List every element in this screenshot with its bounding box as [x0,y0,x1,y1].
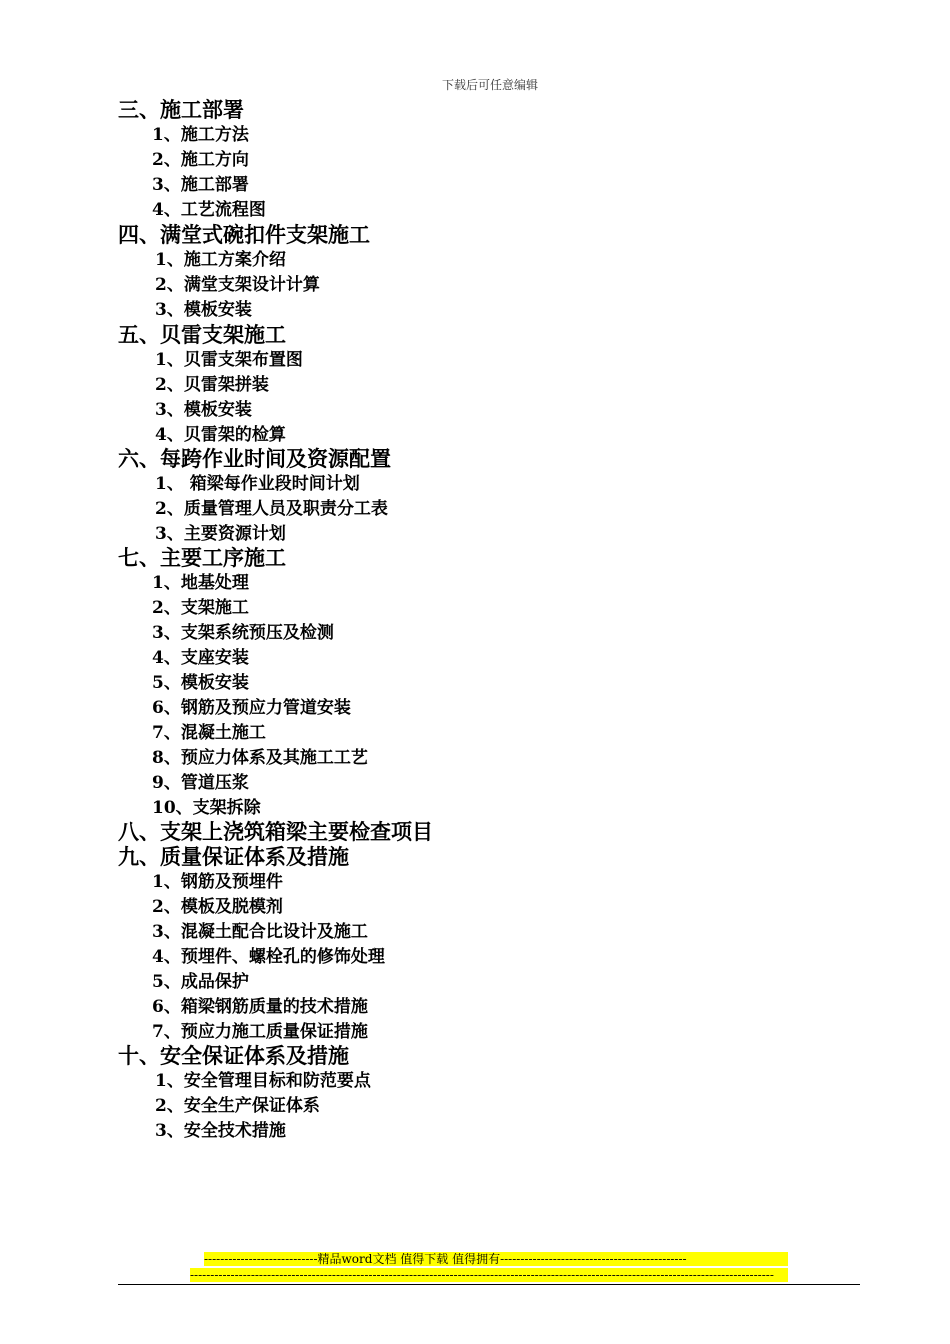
toc-item: 4、工艺流程图 [152,200,266,220]
toc-item: 9、管道压浆 [152,773,249,793]
toc-item: 2、支架施工 [152,598,249,618]
toc-item: 4、支座安装 [152,648,249,668]
section-heading: 四、满堂式碗扣件支架施工 [118,222,370,247]
header-note: 下载后可任意编辑 [441,78,538,92]
toc-item: 1、施工方法 [152,125,249,145]
toc-item: 1、安全管理目标和防范要点 [155,1071,371,1091]
toc-item: 3、安全技术措施 [155,1121,286,1141]
toc-item: 2、安全生产保证体系 [155,1096,320,1116]
toc-item: 2、模板及脱模剂 [152,897,283,917]
footer-banner-line1: ----------------------------精品word文档 值得下载 值得拥有---------------------------------------------- [204,1252,788,1266]
section-heading: 六、每跨作业时间及资源配置 [118,446,391,471]
toc-item: 3、主要资源计划 [155,524,286,544]
section-heading: 三、施工部署 [118,97,244,122]
toc-item: 3、混凝土配合比设计及施工 [152,922,368,942]
section-heading: 五、贝雷支架施工 [118,322,286,347]
toc-item: 6、钢筋及预应力管道安装 [152,698,351,718]
toc-item: 1、贝雷支架布置图 [155,350,303,370]
toc-item: 2、满堂支架设计计算 [155,275,320,295]
footer-rule [118,1284,860,1285]
toc-item: 7、预应力施工质量保证措施 [152,1022,368,1042]
section-heading: 九、质量保证体系及措施 [118,844,349,869]
toc-item: 2、质量管理人员及职责分工表 [155,499,388,519]
toc-item: 4、预埋件、螺栓孔的修饰处理 [152,947,385,967]
toc-item: 5、成品保护 [152,972,249,992]
toc-item: 7、混凝土施工 [152,723,266,743]
toc-item: 1、钢筋及预埋件 [152,872,283,892]
section-heading: 八、支架上浇筑箱梁主要检查项目 [118,819,433,844]
toc-item: 2、施工方向 [152,150,249,170]
toc-item: 1、 箱梁每作业段时间计划 [155,474,360,494]
toc-item: 3、施工部署 [152,175,249,195]
toc-item: 8、预应力体系及其施工工艺 [152,748,368,768]
footer-banner-line2: ------------------------------------------------------------------------------------------------------------------------------------------------ [190,1268,788,1282]
toc-item: 4、贝雷架的检算 [155,425,286,445]
toc-item: 5、模板安装 [152,673,249,693]
toc-item: 3、模板安装 [155,400,252,420]
section-heading: 七、主要工序施工 [118,545,286,570]
toc-item: 3、模板安装 [155,300,252,320]
toc-item: 10、支架拆除 [152,798,261,818]
toc-item: 2、贝雷架拼装 [155,375,269,395]
toc-item: 1、施工方案介绍 [155,250,286,270]
toc-item: 1、地基处理 [152,573,249,593]
toc-item: 3、支架系统预压及检测 [152,623,334,643]
toc-item: 6、箱梁钢筋质量的技术措施 [152,997,368,1017]
section-heading: 十、安全保证体系及措施 [118,1043,349,1068]
